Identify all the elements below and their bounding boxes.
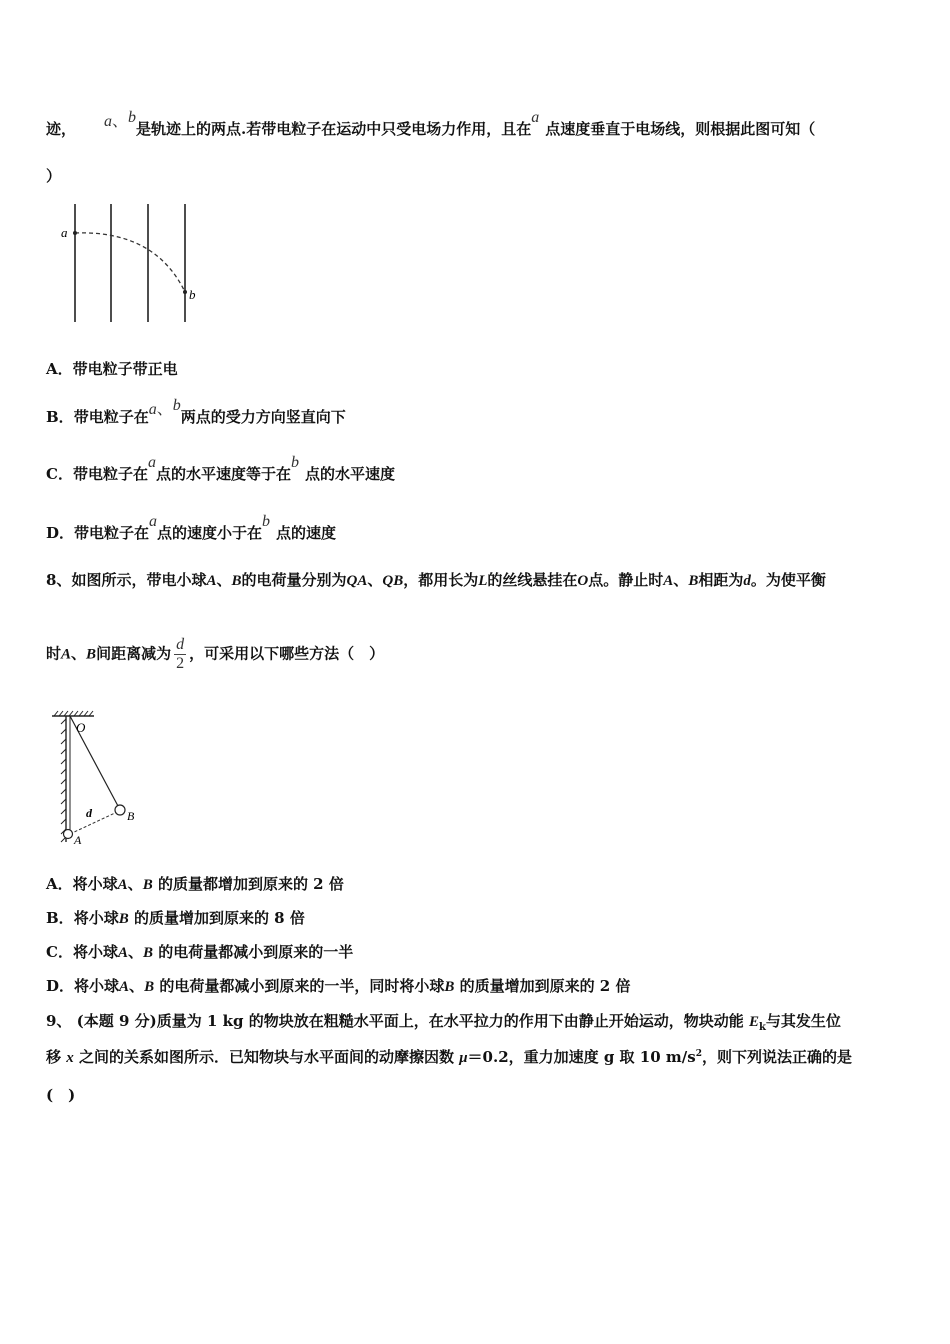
ball-a (64, 830, 73, 839)
var-a: a (148, 401, 157, 418)
point-a (73, 231, 77, 235)
q9-stem-line2 (46, 1046, 852, 1067)
question-number: 8、 (46, 571, 72, 589)
option-letter: D． (46, 524, 75, 542)
trajectory (75, 233, 185, 292)
option-letter: A． (46, 875, 73, 893)
var-B: B (688, 573, 699, 589)
q8-option-d[interactable] (46, 975, 630, 996)
option-text: 的电荷量都减小到原来的一半 (158, 943, 354, 961)
q8-text: 间距离减为 (96, 644, 172, 663)
option-text: 点的速度 (276, 524, 337, 542)
var-A: A (206, 573, 217, 589)
var-b: b (172, 397, 181, 414)
option-text: 将小球 (73, 909, 119, 927)
q9-text: ＝0.2，重力加速度 g 取 10 m/s (467, 1048, 696, 1066)
label-A: A (74, 833, 82, 847)
var-a: a (531, 109, 540, 126)
q9-text: (本题 9 分)质量为 1 kg 的物块放在粗糙水平面上，在水平拉力的作用下由静止开始运动，物块动能 (71, 1012, 749, 1030)
var-Ek: E (748, 1014, 759, 1030)
var-B: B (86, 646, 97, 663)
distance-d-line (70, 812, 117, 834)
q7-stem-end: 点速度垂直于电场线，则根据此图可知（ (545, 120, 816, 138)
q7-option-d[interactable] (46, 513, 337, 543)
var-B: B (118, 911, 129, 927)
q7-stem-start: 迹， (46, 120, 77, 138)
var-A: A (117, 945, 128, 961)
fraction-d-over-2 (174, 636, 186, 673)
var-A: A (663, 573, 674, 589)
q9-text: 移 (46, 1048, 67, 1066)
option-text: 将小球 (72, 875, 118, 893)
sep: 、 (156, 401, 173, 418)
var-B: B (144, 979, 155, 995)
sep: 、 (127, 875, 143, 893)
q8-option-b[interactable] (46, 907, 305, 928)
q8-text: 。为使平衡 (750, 571, 826, 589)
label-d: d (86, 806, 92, 820)
option-letter: A． (46, 360, 73, 378)
var-a: a (147, 454, 156, 471)
q9-answer-paren: ( ) (46, 1086, 76, 1104)
label-b: b (189, 287, 196, 302)
option-text: 将小球 (74, 977, 120, 995)
q7-stem-mid: 是轨迹上的两点.若带电粒子在运动中只受电场力作用，且在 (136, 120, 532, 138)
option-text: 点的水平速度 (304, 465, 395, 483)
q9-text: 与其发生位 (765, 1012, 841, 1030)
option-text: 两点的受力方向竖直向下 (180, 408, 346, 426)
option-text: 点的速度小于在 (157, 524, 263, 542)
var-L: L (478, 573, 488, 589)
wall-hatch (61, 719, 66, 842)
q8-text: 相距为 (698, 571, 744, 589)
var-O: O (577, 573, 589, 589)
q8-text: ，可采用以下哪些方法（ ） (189, 644, 385, 663)
label-B: B (127, 809, 135, 823)
var-mu: μ (459, 1050, 468, 1066)
option-letter: B． (46, 909, 74, 927)
var-Ek-sub: k (758, 1022, 766, 1033)
label-O: O (76, 720, 86, 735)
option-text: 将小球 (72, 943, 118, 961)
var-A: A (61, 646, 72, 663)
ball-b (115, 805, 125, 815)
sep: 、 (127, 943, 143, 961)
sep: 、 (367, 571, 383, 589)
option-text: 带电粒子在 (72, 465, 148, 483)
var-x: x (66, 1050, 74, 1066)
q9-stem-line1 (46, 1010, 841, 1033)
var-B: B (444, 979, 455, 995)
q8-text: 点。静止时 (588, 571, 664, 589)
q9-text: 之间的关系如图所示．已知物块与水平面间的动摩擦因数 (73, 1048, 460, 1066)
var-QA: QA (346, 573, 368, 589)
q7-stem-close: ） (46, 167, 62, 185)
option-text: 带电粒子带正电 (72, 360, 178, 378)
option-letter: D． (46, 977, 75, 995)
q8-text: ，都用长为 (403, 571, 479, 589)
var-d: d (743, 573, 751, 589)
option-text: 的电荷量都减小到原来的一半，同时将小球 (159, 977, 445, 995)
q8-stem-line2 (46, 636, 384, 673)
sep: 、 (112, 113, 129, 130)
option-text: 带电粒子在 (74, 524, 150, 542)
q7-option-a[interactable] (46, 358, 178, 379)
label-a: a (61, 225, 68, 240)
q8-pendulum-figure (48, 710, 158, 850)
superscript-2: 2 (695, 1049, 702, 1059)
sep: 、 (71, 644, 87, 663)
q7-option-c[interactable] (46, 454, 395, 484)
sep: 、 (673, 571, 689, 589)
q8-stem-line1 (46, 569, 826, 590)
option-text: 点的水平速度等于在 (155, 465, 291, 483)
option-text: 的质量都增加到原来的 2 倍 (157, 875, 344, 893)
sep: 、 (216, 571, 232, 589)
option-letter: C． (46, 465, 73, 483)
var-b: b (290, 454, 299, 471)
point-b (183, 290, 187, 294)
var-A: A (119, 979, 130, 995)
option-letter: C． (46, 943, 73, 961)
fraction-denominator: 2 (176, 655, 185, 672)
var-QB: QB (382, 573, 404, 589)
q7-option-b[interactable] (46, 397, 346, 427)
option-text: 的质量增加到原来的 2 倍 (459, 977, 631, 995)
q8-text: 时 (46, 644, 62, 663)
q8-option-a[interactable] (46, 873, 344, 894)
option-text: 带电粒子在 (73, 408, 149, 426)
q9-text: ，则下列说法正确的是 (701, 1048, 852, 1066)
q8-text: 的丝线悬挂在 (487, 571, 578, 589)
q7-stem-line1 (46, 109, 816, 139)
var-A: A (117, 877, 128, 893)
var-B: B (231, 573, 242, 589)
option-letter: B． (46, 408, 74, 426)
var-B: B (142, 877, 153, 893)
q8-text: 的电荷量分别为 (241, 571, 347, 589)
q8-text: 如图所示，带电小球 (71, 571, 207, 589)
var-B: B (143, 945, 154, 961)
var-a: a (149, 513, 158, 530)
q7-field-line-figure (55, 200, 215, 330)
question-number: 9、 (46, 1012, 72, 1030)
option-text: 的质量增加到原来的 8 倍 (133, 909, 305, 927)
sep: 、 (129, 977, 145, 995)
q9-stem-line3 (46, 1084, 75, 1105)
var-b: b (128, 109, 137, 126)
fraction-numerator: d (176, 636, 185, 653)
q7-stem-line2 (46, 165, 61, 186)
var-b: b (262, 513, 271, 530)
q8-option-c[interactable] (46, 941, 353, 962)
var-a: a (104, 113, 113, 130)
